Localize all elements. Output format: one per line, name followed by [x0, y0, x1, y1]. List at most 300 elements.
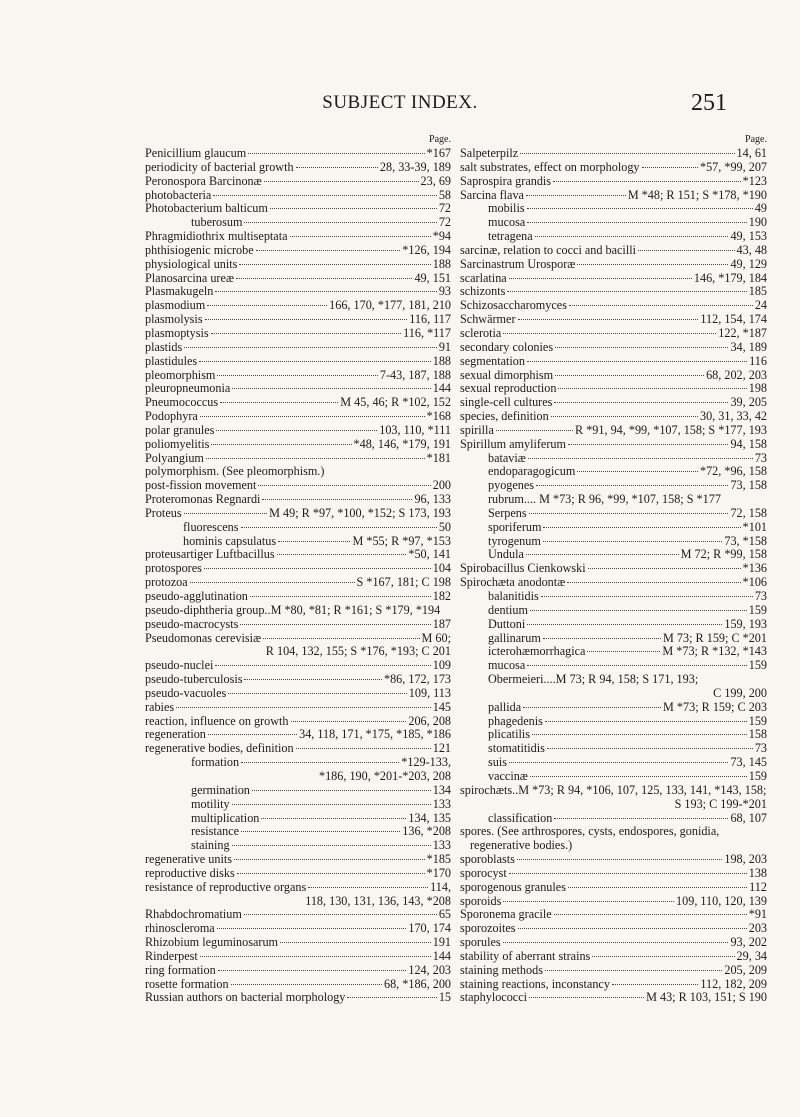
- index-entry: [145, 964, 451, 978]
- index-term: pseudo-nuclei: [145, 658, 214, 673]
- dot-leader: [496, 430, 573, 431]
- dot-leader: [507, 291, 746, 292]
- index-term: sporozoites: [460, 921, 516, 936]
- index-entry: [460, 618, 767, 632]
- page-references: *181: [426, 450, 451, 465]
- dot-leader: [264, 181, 419, 182]
- index-term: rhinoscleroma: [145, 921, 215, 936]
- index-term: staining reactions, inconstancy: [460, 976, 610, 991]
- page-header: [0, 92, 800, 116]
- index-entry: [460, 341, 767, 355]
- page-references: 205, 209: [724, 962, 767, 977]
- index-entry: [145, 867, 451, 881]
- index-entry: [460, 881, 767, 895]
- index-entry: Obermeieri....M 73; R 94, 158; S 171, 193;: [488, 672, 699, 687]
- dot-leader: [527, 665, 746, 666]
- index-term: Proteromonas Regnardi: [145, 492, 261, 507]
- index-entry: [145, 812, 451, 826]
- page-references: 200: [432, 478, 451, 493]
- page-references: 188: [432, 256, 451, 271]
- index-term: sporoids: [460, 893, 502, 908]
- index-term: pleomorphism: [145, 367, 216, 382]
- page-references: 170, 174: [408, 921, 451, 936]
- dot-leader: [234, 859, 425, 860]
- index-entry: [145, 161, 451, 175]
- index-entry: [460, 285, 767, 299]
- page-references: 109, 113: [408, 685, 451, 700]
- index-entry: [145, 507, 451, 521]
- index-term: phthisiogenic microbe: [145, 242, 254, 257]
- index-term: protospores: [145, 561, 202, 576]
- index-term: secondary colonies: [460, 339, 554, 354]
- index-entry: [460, 895, 767, 909]
- page-references: 188: [432, 353, 451, 368]
- index-term: sporiferum: [488, 519, 542, 534]
- index-entry-continuation: *186, 190, *201-*203, 208: [318, 768, 451, 783]
- index-term: pleuropneumonia: [145, 381, 231, 396]
- index-term: pyogenes: [488, 478, 535, 493]
- index-entry: [145, 742, 451, 756]
- index-term: Penicillium glaucum: [145, 146, 247, 160]
- index-term: pseudo-macrocysts: [145, 616, 239, 631]
- page-references: 112, 182, 209: [700, 976, 767, 991]
- dot-leader: [536, 485, 728, 486]
- index-term: tuberosum: [191, 215, 243, 230]
- index-entry: [460, 216, 767, 230]
- index-term: gallinarum: [488, 630, 541, 645]
- page-references: *91: [748, 907, 767, 922]
- index-term: poliomyelitis: [145, 436, 210, 451]
- index-entry: [460, 991, 767, 1005]
- dot-leader: [520, 153, 734, 154]
- page-references: 187: [432, 616, 451, 631]
- index-entry: [460, 867, 767, 881]
- dot-leader: [228, 693, 407, 694]
- dot-leader: [527, 361, 747, 362]
- index-term: scarlatina: [460, 270, 507, 285]
- page-references: *170: [426, 865, 451, 880]
- index-term: pseudo-vacuoles: [145, 685, 227, 700]
- index-column-left: [145, 134, 451, 1005]
- index-term: pallida: [488, 699, 522, 714]
- page-references: 96, 133: [414, 492, 451, 507]
- index-entry: [460, 313, 767, 327]
- dot-leader: [551, 416, 698, 417]
- dot-leader: [211, 444, 351, 445]
- index-term: fluorescens: [183, 519, 239, 534]
- page-references: 133: [432, 796, 451, 811]
- page-references: *185: [426, 852, 451, 867]
- index-entry: [460, 424, 767, 438]
- page-references: 159: [748, 658, 767, 673]
- index-entry: [460, 645, 767, 659]
- dot-leader: [503, 901, 674, 902]
- dot-leader: [530, 776, 747, 777]
- index-term: vaccinæ: [488, 768, 528, 783]
- page-references: 116, 117: [409, 312, 451, 327]
- page-references: *101: [742, 519, 767, 534]
- page-references: 24: [754, 298, 767, 313]
- index-entry: [460, 535, 767, 549]
- dot-leader: [206, 458, 425, 459]
- dot-leader: [527, 208, 753, 209]
- index-term: motility: [191, 796, 230, 811]
- index-term: endoparagogicum: [488, 464, 576, 479]
- page-references: M 45, 46; R *102, 152: [340, 395, 451, 410]
- page-references: 91: [438, 339, 451, 354]
- index-term: mobilis: [488, 201, 525, 216]
- index-term: Planosarcina ureæ: [145, 270, 235, 285]
- page-references: *126, 194: [402, 242, 451, 257]
- index-term: plasmodium: [145, 298, 206, 313]
- page-references: 30, 31, 33, 42: [699, 409, 767, 424]
- page-references: 190: [748, 215, 767, 230]
- dot-leader: [248, 153, 424, 154]
- index-entry: [460, 590, 767, 604]
- index-entry: [145, 479, 451, 493]
- page-references: *72, *96, 158: [699, 464, 767, 479]
- page-references: 14, 61: [736, 146, 767, 160]
- index-term: spirilla: [460, 422, 494, 437]
- dot-leader: [518, 319, 699, 320]
- page-references: 73, 145: [730, 755, 767, 770]
- index-entry: [460, 382, 767, 396]
- page-references: 49, 153: [730, 229, 767, 244]
- page-references: 94, 158: [730, 436, 767, 451]
- dot-leader: [577, 471, 698, 472]
- page-references: 116: [749, 353, 767, 368]
- index-entry: [460, 161, 767, 175]
- index-entry: [145, 839, 451, 853]
- dot-leader: [530, 610, 747, 611]
- index-entry: [145, 978, 451, 992]
- page-references: 134, 135: [408, 810, 451, 825]
- dot-leader: [241, 762, 399, 763]
- index-entry: [145, 202, 451, 216]
- index-term: Undula: [488, 547, 524, 562]
- index-term: balanitidis: [488, 589, 539, 603]
- index-entry: [145, 618, 451, 632]
- index-term: Schwärmer: [460, 312, 516, 327]
- index-term: Russian authors on bacterial morphology: [145, 990, 346, 1005]
- page-references: M 72; R *99, 158: [680, 547, 767, 562]
- dot-leader: [638, 250, 735, 251]
- index-term: sexual reproduction: [460, 381, 557, 396]
- dot-leader: [241, 831, 400, 832]
- index-term: classification: [488, 810, 553, 825]
- dot-leader: [199, 361, 431, 362]
- page-references: M 43; R 103, 151; S 190: [646, 990, 767, 1005]
- dot-leader: [236, 278, 412, 279]
- index-term: resistance of reproductive organs: [145, 879, 307, 894]
- index-term: mucosa: [488, 215, 526, 230]
- dot-leader: [642, 167, 698, 168]
- index-entry: [460, 175, 767, 189]
- page-references: *168: [426, 409, 451, 424]
- index-entry: [145, 562, 451, 576]
- page-references: *167: [426, 146, 451, 160]
- index-term: Sarcina flava: [460, 187, 524, 202]
- page-references: 159: [748, 602, 767, 617]
- index-term: germination: [191, 782, 250, 797]
- dot-leader: [553, 181, 741, 182]
- page-references: 112, 154, 174: [700, 312, 767, 327]
- page-references: 138: [748, 865, 767, 880]
- index-term: tetragena: [488, 229, 533, 244]
- page-references: *123: [742, 173, 767, 188]
- index-term: sexual dimorphism: [460, 367, 554, 382]
- index-term: Polyangium: [145, 450, 204, 465]
- index-term: Spirobacillus Cienkowski: [460, 561, 586, 576]
- dot-leader: [523, 707, 661, 708]
- dot-leader: [545, 721, 747, 722]
- index-term: phagedenis: [488, 713, 543, 728]
- dot-leader: [184, 513, 268, 514]
- page-references: 198: [748, 381, 767, 396]
- page-references: 203: [748, 921, 767, 936]
- page-references: 159: [748, 768, 767, 783]
- index-entry: [145, 396, 451, 410]
- index-entry: [145, 327, 451, 341]
- index-term: polar granules: [145, 422, 215, 437]
- dot-leader: [541, 596, 753, 597]
- index-entry: [460, 272, 767, 286]
- index-entry: [460, 756, 767, 770]
- index-entry: pseudo-diphtheria group..M *80, *81; R *161; S *179, *194: [145, 602, 441, 617]
- index-entry: [145, 369, 451, 383]
- index-entry: [145, 313, 451, 327]
- index-entry: [145, 175, 451, 189]
- page-references: 103, 110, *111: [379, 422, 451, 437]
- index-term: hominis capsulatus: [183, 533, 277, 548]
- page-references: 124, 203: [408, 962, 451, 977]
- dot-leader: [232, 804, 431, 805]
- index-entry: [145, 548, 451, 562]
- dot-leader: [503, 942, 729, 943]
- page-references: 49, 151: [414, 270, 451, 285]
- index-term: reproductive disks: [145, 865, 235, 880]
- index-entry: [145, 908, 451, 922]
- index-term: staining methods: [460, 962, 543, 977]
- dot-leader: [205, 319, 408, 320]
- index-term: Proteus: [145, 505, 182, 520]
- index-term: reaction, influence on growth: [145, 713, 289, 728]
- index-entry: [145, 521, 451, 535]
- dot-leader: [526, 554, 679, 555]
- page-references: 145: [432, 699, 451, 714]
- page-references: 122, *187: [718, 325, 767, 340]
- index-term: Sarcinastrum Urosporæ: [460, 256, 576, 271]
- index-term: segmentation: [460, 353, 525, 368]
- index-term: dentium: [488, 602, 528, 617]
- page-references: M *48; R 151; S *178, *190: [627, 187, 767, 202]
- index-term: Phragmidiothrix multiseptata: [145, 229, 288, 244]
- page-references: 93: [438, 284, 451, 299]
- index-term: Rinderpest: [145, 948, 198, 963]
- dot-leader: [296, 167, 378, 168]
- index-term: proteusartiger Luftbacillus: [145, 547, 275, 562]
- index-term: plasmolysis: [145, 312, 203, 327]
- page-references: 72: [438, 201, 451, 216]
- dot-leader: [509, 873, 747, 874]
- index-term: salt substrates, effect on morphology: [460, 159, 640, 174]
- dot-leader: [176, 707, 431, 708]
- dot-leader: [529, 513, 729, 514]
- dot-leader: [280, 942, 431, 943]
- dot-leader: [200, 416, 425, 417]
- index-entry: [460, 189, 767, 203]
- dot-leader: [215, 665, 430, 666]
- index-entry: [145, 258, 451, 272]
- index-entry: [145, 950, 451, 964]
- index-entry: [145, 355, 451, 369]
- index-entry: [145, 382, 451, 396]
- index-term: Duttoni: [488, 616, 526, 631]
- dot-leader: [250, 596, 431, 597]
- dot-leader: [567, 582, 740, 583]
- index-term: photobacteria: [145, 187, 212, 202]
- page-references: 34, 189: [730, 339, 767, 354]
- page-references: *50, 141: [408, 547, 451, 562]
- index-entry: [145, 881, 451, 895]
- dot-leader: [200, 956, 431, 957]
- dot-leader: [554, 914, 747, 915]
- index-entry: [145, 216, 451, 230]
- index-entry: [460, 369, 767, 383]
- dot-leader: [347, 997, 436, 998]
- page-references: 49: [754, 201, 767, 216]
- index-entry: [460, 244, 767, 258]
- page-references: 29, 34: [736, 948, 767, 963]
- page-references: 133: [432, 838, 451, 853]
- page-references: M *73; R *132, *143: [662, 644, 767, 659]
- page-references: 28, 33-39, 189: [379, 159, 451, 174]
- page-references: *129-133,: [401, 755, 451, 770]
- page-references: 185: [748, 284, 767, 299]
- index-entry: [145, 673, 451, 687]
- index-entry: [460, 978, 767, 992]
- index-entry: [460, 936, 767, 950]
- dot-leader: [517, 859, 723, 860]
- dot-leader: [278, 541, 350, 542]
- page-references: 15: [438, 990, 451, 1005]
- page-references: 73, 158: [730, 478, 767, 493]
- index-entry: [460, 964, 767, 978]
- dot-leader: [543, 638, 661, 639]
- index-term: pseudo-agglutination: [145, 589, 248, 603]
- index-column-right: [460, 134, 767, 1005]
- index-entry: [460, 548, 767, 562]
- index-term: stability of aberrant strains: [460, 948, 591, 963]
- dot-leader: [258, 485, 430, 486]
- index-entry: [145, 798, 451, 812]
- dot-leader: [592, 956, 734, 957]
- dot-leader: [220, 402, 338, 403]
- page-references: 198, 203: [724, 852, 767, 867]
- index-term: sporoblasts: [460, 852, 515, 867]
- index-entry: [145, 230, 451, 244]
- index-entry: [145, 189, 451, 203]
- page-references: 166, 170, *177, 181, 210: [329, 298, 451, 313]
- dot-leader: [527, 222, 746, 223]
- index-term: formation: [191, 755, 240, 770]
- index-entry: [460, 812, 767, 826]
- index-entry: polymorphism. (See pleomorphism.): [145, 464, 325, 479]
- index-entry: [145, 493, 451, 507]
- index-entry: [145, 341, 451, 355]
- index-term: Rhizobium leguminosarum: [145, 935, 279, 950]
- index-entry: [145, 728, 451, 742]
- dot-leader: [263, 638, 419, 639]
- page-references: 191: [432, 935, 451, 950]
- index-entry: [460, 507, 767, 521]
- dot-leader: [554, 402, 728, 403]
- index-entry: [460, 604, 767, 618]
- index-entry: [145, 452, 451, 466]
- page-references: 39, 205: [730, 395, 767, 410]
- index-term: staphylococci: [460, 990, 528, 1005]
- index-term: sporocyst: [460, 865, 507, 880]
- index-term: protozoa: [145, 575, 188, 590]
- index-entry: [460, 728, 767, 742]
- index-entry: [460, 908, 767, 922]
- index-entry: [460, 147, 767, 161]
- index-entry: [460, 853, 767, 867]
- index-entry: spirochæts..M *73; R 94, *106, 107, 125, 133, 141, *143, 158;: [460, 782, 767, 797]
- dot-leader: [261, 818, 406, 819]
- dot-leader: [527, 624, 722, 625]
- index-entry: [460, 950, 767, 964]
- index-term: mucosa: [488, 658, 526, 673]
- index-entry-continuation: C 199, 200: [713, 685, 767, 700]
- index-entry-continuation: 118, 130, 131, 136, 143, *208: [305, 893, 451, 908]
- index-entry: [460, 659, 767, 673]
- index-term: Spirillum amyliferum: [460, 436, 566, 451]
- index-entry: [145, 285, 451, 299]
- index-term: periodicity of bacterial growth: [145, 159, 294, 174]
- page-references: 68, *186, 200: [383, 976, 451, 991]
- index-entry: [145, 244, 451, 258]
- index-entry: [460, 562, 767, 576]
- page-references: 136, *208: [402, 824, 451, 839]
- dot-leader: [555, 375, 704, 376]
- page-references: 121: [432, 741, 451, 756]
- index-entry: [145, 299, 451, 313]
- index-term: plasmoptysis: [145, 325, 209, 340]
- page-references: 134: [432, 782, 451, 797]
- index-entry: [145, 687, 451, 701]
- page-column-label: Page.: [745, 134, 767, 145]
- dot-leader: [308, 887, 428, 888]
- page-number: 251: [691, 90, 727, 116]
- page-references: 206, 208: [408, 713, 451, 728]
- index-term: Peronospora Barcinonæ: [145, 173, 262, 188]
- index-term: resistance: [191, 824, 240, 839]
- index-entry: [460, 632, 767, 646]
- index-entry: [460, 452, 767, 466]
- dot-leader: [252, 790, 431, 791]
- index-term: regeneration: [145, 727, 206, 742]
- dot-leader: [207, 305, 327, 306]
- page-references: 72: [438, 215, 451, 230]
- page-references: 144: [432, 381, 451, 396]
- index-term: multiplication: [191, 810, 260, 825]
- index-entry: [460, 465, 767, 479]
- dot-leader: [217, 928, 407, 929]
- dot-leader: [543, 527, 740, 528]
- index-term: regenerative bodies, definition: [145, 741, 294, 756]
- index-entry: [460, 742, 767, 756]
